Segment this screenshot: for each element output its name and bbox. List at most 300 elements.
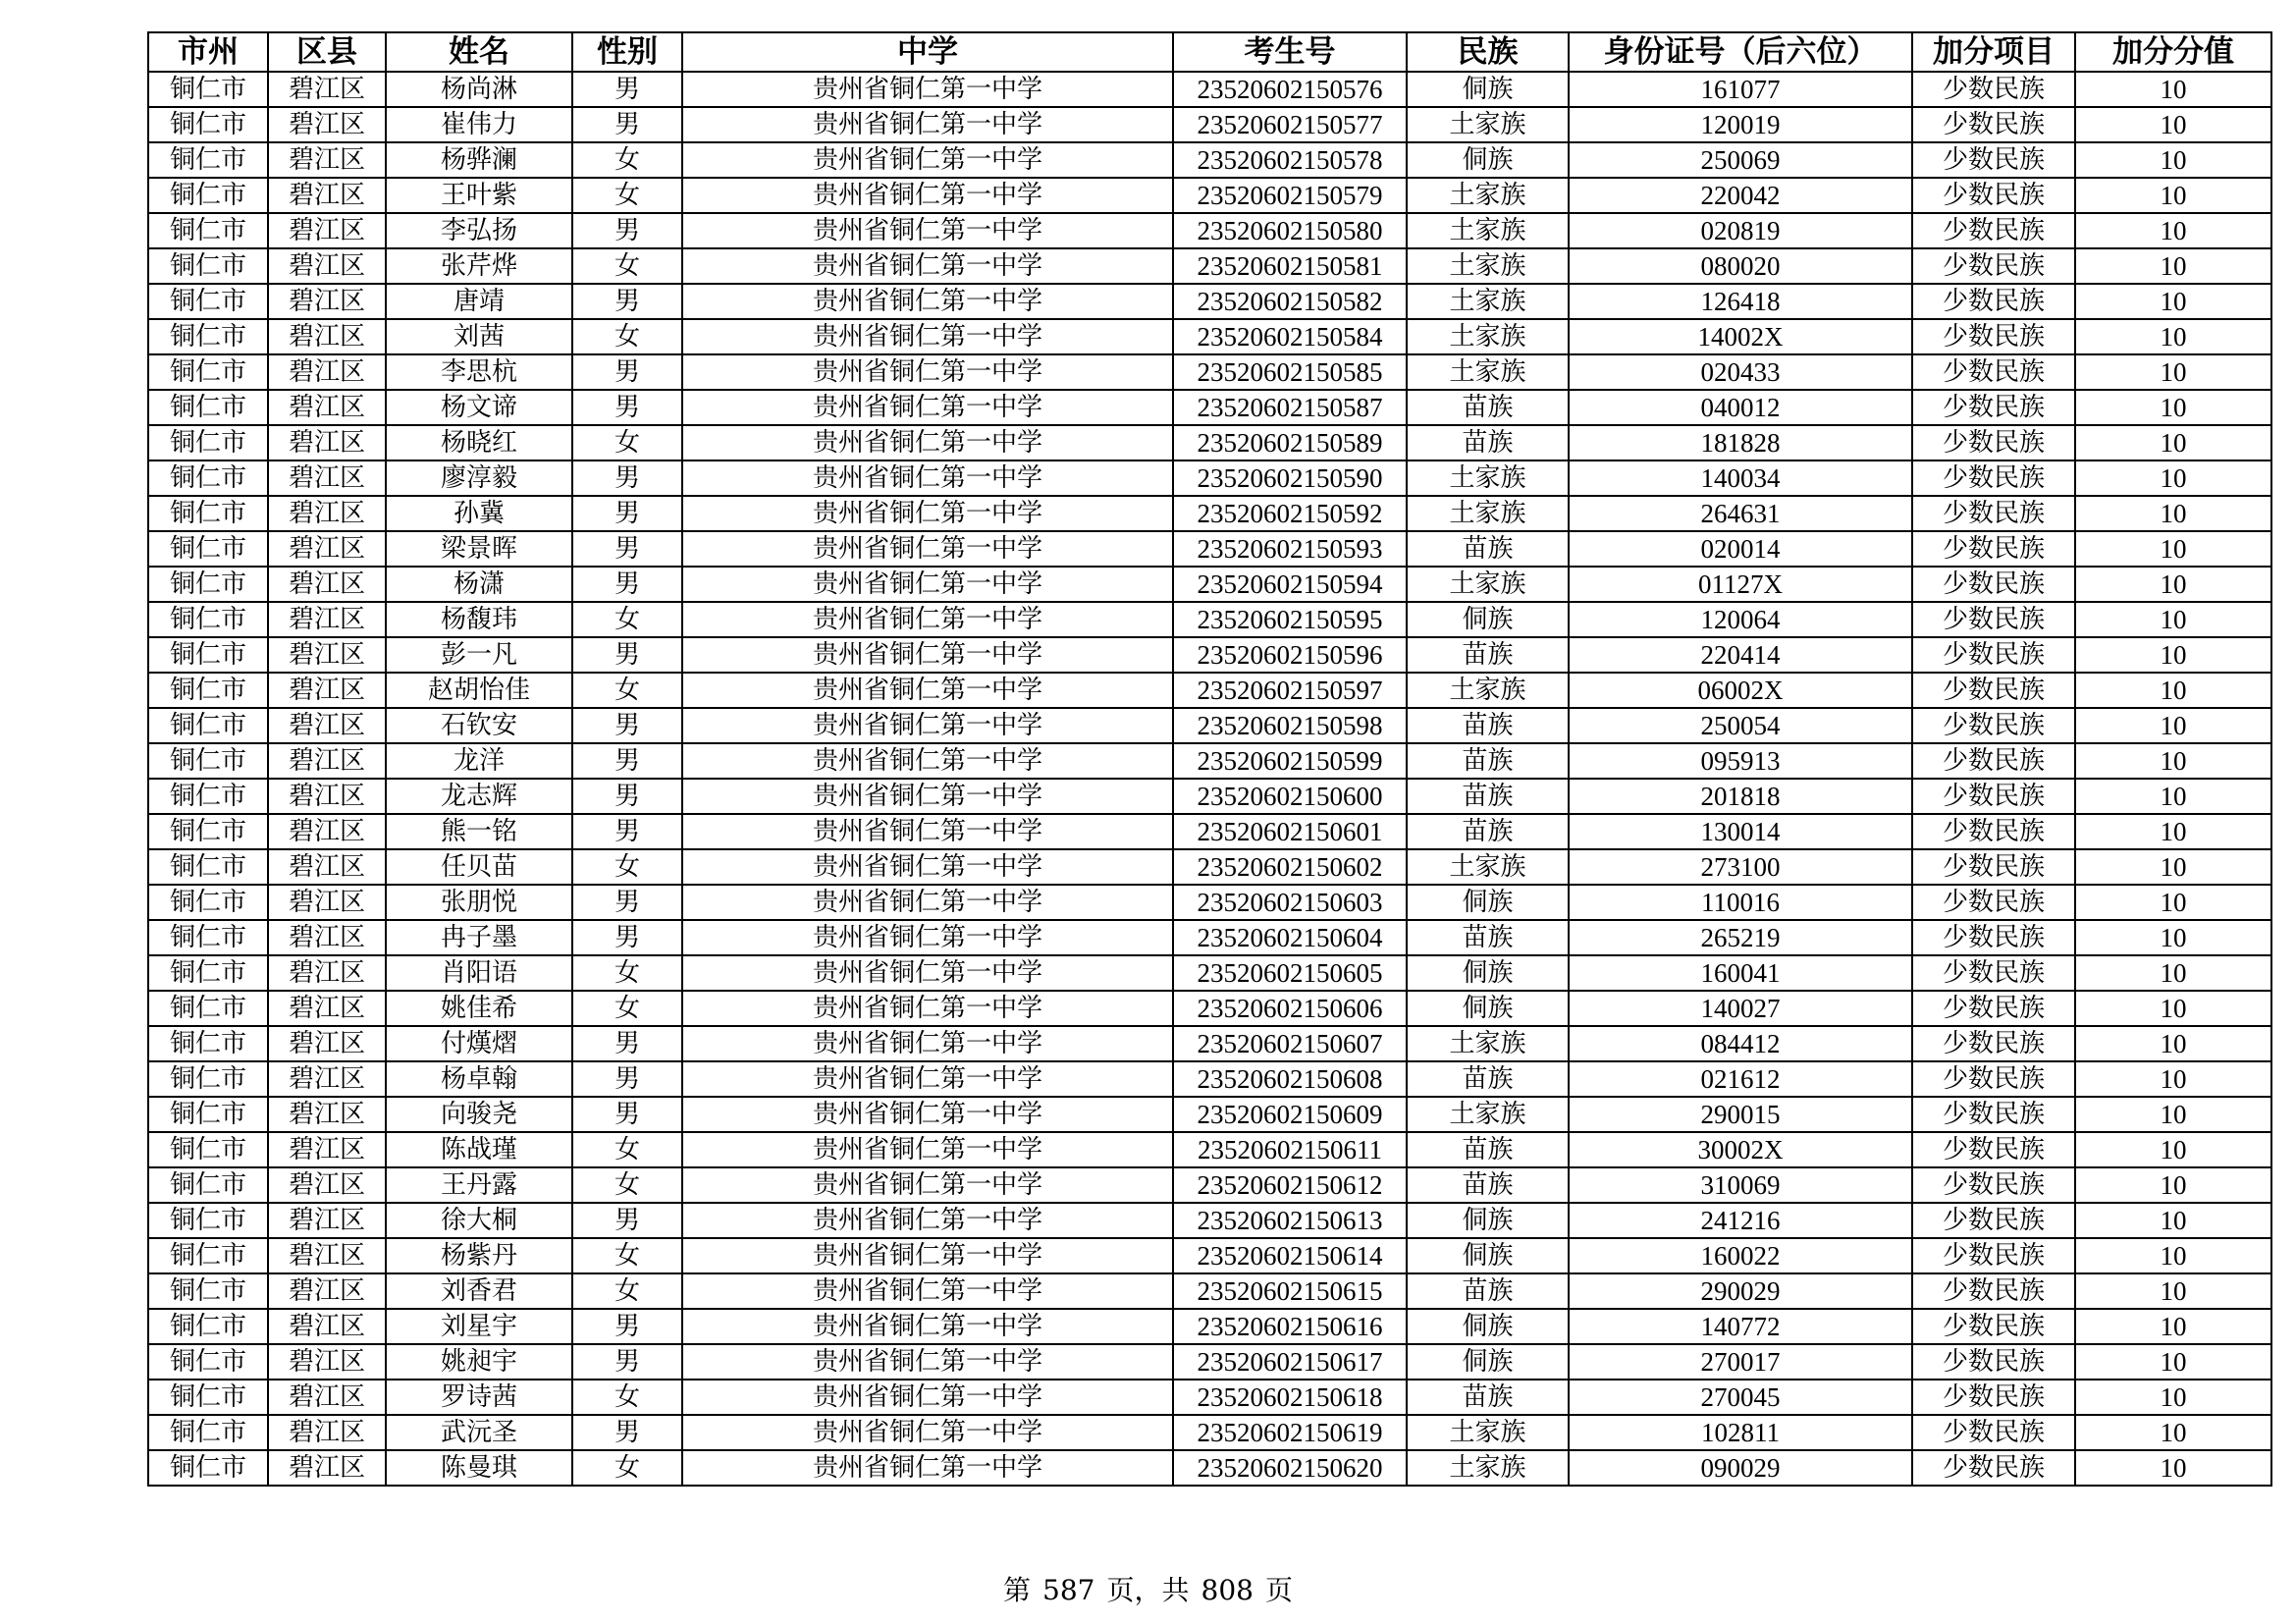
cell-bonus-value: 10	[2075, 354, 2271, 390]
cell-id-last-six: 220414	[1569, 637, 1912, 673]
cell-city: 铜仁市	[148, 390, 268, 425]
cell-name: 熊一铭	[386, 814, 572, 849]
cell-school: 贵州省铜仁第一中学	[682, 1167, 1173, 1203]
cell-gender: 女	[572, 178, 682, 213]
cell-exam-number: 23520602150585	[1173, 354, 1407, 390]
header-exam-number: 考生号	[1173, 32, 1407, 72]
cell-school: 贵州省铜仁第一中学	[682, 602, 1173, 637]
cell-bonus-value: 10	[2075, 1309, 2271, 1344]
table-row	[148, 1132, 2271, 1167]
cell-school: 贵州省铜仁第一中学	[682, 142, 1173, 178]
cell-id-last-six: 090029	[1569, 1450, 1912, 1486]
cell-school: 贵州省铜仁第一中学	[682, 213, 1173, 248]
cell-id-last-six: 06002X	[1569, 673, 1912, 708]
cell-ethnicity: 苗族	[1407, 708, 1569, 743]
cell-id-last-six: 140027	[1569, 991, 1912, 1026]
table-row	[148, 1061, 2271, 1097]
cell-exam-number: 23520602150606	[1173, 991, 1407, 1026]
cell-id-last-six: 201818	[1569, 779, 1912, 814]
cell-gender: 男	[572, 1203, 682, 1238]
cell-city: 铜仁市	[148, 1344, 268, 1380]
footer-suffix: 页	[1264, 1574, 1293, 1606]
cell-city: 铜仁市	[148, 248, 268, 284]
cell-exam-number: 23520602150597	[1173, 673, 1407, 708]
cell-gender: 女	[572, 425, 682, 460]
cell-district: 碧江区	[268, 531, 386, 567]
cell-exam-number: 23520602150612	[1173, 1167, 1407, 1203]
cell-bonus-item: 少数民族	[1912, 779, 2075, 814]
cell-bonus-value: 10	[2075, 72, 2271, 107]
cell-bonus-value: 10	[2075, 1415, 2271, 1450]
cell-city: 铜仁市	[148, 708, 268, 743]
table-row	[148, 1380, 2271, 1415]
footer-prefix: 第	[1003, 1574, 1032, 1606]
header-bonus-value: 加分分值	[2075, 32, 2271, 72]
cell-bonus-item: 少数民族	[1912, 1132, 2075, 1167]
cell-name: 张朋悦	[386, 885, 572, 920]
cell-school: 贵州省铜仁第一中学	[682, 955, 1173, 991]
cell-ethnicity: 土家族	[1407, 673, 1569, 708]
cell-bonus-value: 10	[2075, 390, 2271, 425]
cell-gender: 男	[572, 107, 682, 142]
cell-gender: 女	[572, 1273, 682, 1309]
cell-gender: 男	[572, 1344, 682, 1380]
table-header-row	[148, 32, 2271, 72]
cell-city: 铜仁市	[148, 602, 268, 637]
header-school: 中学	[682, 32, 1173, 72]
cell-bonus-value: 10	[2075, 1380, 2271, 1415]
cell-name: 罗诗茜	[386, 1380, 572, 1415]
table-row	[148, 743, 2271, 779]
header-district: 区县	[268, 32, 386, 72]
cell-district: 碧江区	[268, 1097, 386, 1132]
cell-name: 刘星宇	[386, 1309, 572, 1344]
table-row	[148, 1344, 2271, 1380]
table-row	[148, 779, 2271, 814]
cell-name: 唐靖	[386, 284, 572, 319]
cell-bonus-value: 10	[2075, 1273, 2271, 1309]
cell-bonus-item: 少数民族	[1912, 1061, 2075, 1097]
cell-bonus-item: 少数民族	[1912, 496, 2075, 531]
cell-name: 王丹露	[386, 1167, 572, 1203]
cell-city: 铜仁市	[148, 1097, 268, 1132]
cell-bonus-item: 少数民族	[1912, 920, 2075, 955]
cell-id-last-six: 126418	[1569, 284, 1912, 319]
cell-name: 张芹烨	[386, 248, 572, 284]
cell-city: 铜仁市	[148, 1415, 268, 1450]
cell-ethnicity: 苗族	[1407, 1273, 1569, 1309]
cell-name: 李弘扬	[386, 213, 572, 248]
cell-gender: 男	[572, 72, 682, 107]
cell-district: 碧江区	[268, 319, 386, 354]
cell-school: 贵州省铜仁第一中学	[682, 531, 1173, 567]
cell-name: 孙冀	[386, 496, 572, 531]
cell-gender: 男	[572, 779, 682, 814]
cell-city: 铜仁市	[148, 72, 268, 107]
cell-exam-number: 23520602150600	[1173, 779, 1407, 814]
cell-id-last-six: 161077	[1569, 72, 1912, 107]
cell-bonus-item: 少数民族	[1912, 1380, 2075, 1415]
cell-bonus-item: 少数民族	[1912, 1273, 2075, 1309]
cell-district: 碧江区	[268, 107, 386, 142]
cell-name: 武沅圣	[386, 1415, 572, 1450]
cell-exam-number: 23520602150616	[1173, 1309, 1407, 1344]
cell-gender: 女	[572, 1238, 682, 1273]
cell-district: 碧江区	[268, 1026, 386, 1061]
cell-ethnicity: 苗族	[1407, 1380, 1569, 1415]
cell-gender: 女	[572, 602, 682, 637]
cell-city: 铜仁市	[148, 142, 268, 178]
cell-name: 任贝苗	[386, 849, 572, 885]
footer-page-number: 587	[1042, 1574, 1095, 1606]
cell-ethnicity: 土家族	[1407, 107, 1569, 142]
cell-gender: 男	[572, 637, 682, 673]
cell-ethnicity: 侗族	[1407, 142, 1569, 178]
cell-bonus-item: 少数民族	[1912, 885, 2075, 920]
cell-district: 碧江区	[268, 390, 386, 425]
cell-school: 贵州省铜仁第一中学	[682, 1380, 1173, 1415]
cell-district: 碧江区	[268, 991, 386, 1026]
cell-exam-number: 23520602150578	[1173, 142, 1407, 178]
cell-district: 碧江区	[268, 1344, 386, 1380]
cell-bonus-item: 少数民族	[1912, 849, 2075, 885]
cell-id-last-six: 250054	[1569, 708, 1912, 743]
cell-ethnicity: 土家族	[1407, 1097, 1569, 1132]
cell-school: 贵州省铜仁第一中学	[682, 178, 1173, 213]
table-row	[148, 354, 2271, 390]
cell-district: 碧江区	[268, 1061, 386, 1097]
cell-district: 碧江区	[268, 885, 386, 920]
cell-name: 龙志辉	[386, 779, 572, 814]
cell-ethnicity: 侗族	[1407, 72, 1569, 107]
cell-exam-number: 23520602150594	[1173, 567, 1407, 602]
cell-district: 碧江区	[268, 743, 386, 779]
cell-name: 杨潇	[386, 567, 572, 602]
cell-bonus-item: 少数民族	[1912, 1344, 2075, 1380]
cell-id-last-six: 290029	[1569, 1273, 1912, 1309]
cell-district: 碧江区	[268, 1167, 386, 1203]
table-row	[148, 991, 2271, 1026]
cell-exam-number: 23520602150620	[1173, 1450, 1407, 1486]
cell-id-last-six: 020819	[1569, 213, 1912, 248]
table-row	[148, 1203, 2271, 1238]
cell-exam-number: 23520602150605	[1173, 955, 1407, 991]
cell-id-last-six: 160041	[1569, 955, 1912, 991]
cell-bonus-value: 10	[2075, 496, 2271, 531]
cell-city: 铜仁市	[148, 178, 268, 213]
cell-name: 赵胡怡佳	[386, 673, 572, 708]
cell-bonus-item: 少数民族	[1912, 955, 2075, 991]
cell-name: 付熯熠	[386, 1026, 572, 1061]
table-row	[148, 955, 2271, 991]
cell-ethnicity: 侗族	[1407, 1203, 1569, 1238]
cell-district: 碧江区	[268, 920, 386, 955]
cell-exam-number: 23520602150587	[1173, 390, 1407, 425]
table-row	[148, 213, 2271, 248]
cell-gender: 男	[572, 354, 682, 390]
cell-city: 铜仁市	[148, 637, 268, 673]
cell-bonus-value: 10	[2075, 637, 2271, 673]
cell-gender: 女	[572, 849, 682, 885]
table-row	[148, 673, 2271, 708]
cell-city: 铜仁市	[148, 955, 268, 991]
cell-gender: 男	[572, 1415, 682, 1450]
cell-gender: 女	[572, 991, 682, 1026]
cell-gender: 女	[572, 1132, 682, 1167]
cell-bonus-value: 10	[2075, 1167, 2271, 1203]
cell-bonus-item: 少数民族	[1912, 248, 2075, 284]
cell-bonus-item: 少数民族	[1912, 1026, 2075, 1061]
cell-bonus-item: 少数民族	[1912, 1203, 2075, 1238]
footer-total-pages: 808	[1201, 1574, 1254, 1606]
cell-district: 碧江区	[268, 1132, 386, 1167]
cell-id-last-six: 020014	[1569, 531, 1912, 567]
cell-ethnicity: 苗族	[1407, 531, 1569, 567]
cell-bonus-value: 10	[2075, 248, 2271, 284]
cell-id-last-six: 273100	[1569, 849, 1912, 885]
cell-ethnicity: 苗族	[1407, 814, 1569, 849]
cell-exam-number: 23520602150596	[1173, 637, 1407, 673]
cell-name: 杨晓红	[386, 425, 572, 460]
cell-district: 碧江区	[268, 602, 386, 637]
cell-school: 贵州省铜仁第一中学	[682, 1061, 1173, 1097]
cell-gender: 男	[572, 284, 682, 319]
cell-city: 铜仁市	[148, 1203, 268, 1238]
cell-bonus-value: 10	[2075, 991, 2271, 1026]
cell-gender: 男	[572, 1026, 682, 1061]
cell-exam-number: 23520602150590	[1173, 460, 1407, 496]
cell-id-last-six: 020433	[1569, 354, 1912, 390]
cell-exam-number: 23520602150609	[1173, 1097, 1407, 1132]
cell-bonus-item: 少数民族	[1912, 142, 2075, 178]
table-row	[148, 107, 2271, 142]
cell-school: 贵州省铜仁第一中学	[682, 1344, 1173, 1380]
cell-school: 贵州省铜仁第一中学	[682, 920, 1173, 955]
table-row	[148, 531, 2271, 567]
table-row	[148, 1273, 2271, 1309]
cell-bonus-value: 10	[2075, 107, 2271, 142]
cell-bonus-item: 少数民族	[1912, 637, 2075, 673]
cell-bonus-item: 少数民族	[1912, 602, 2075, 637]
table-row	[148, 1415, 2271, 1450]
cell-district: 碧江区	[268, 779, 386, 814]
cell-bonus-value: 10	[2075, 1450, 2271, 1486]
cell-district: 碧江区	[268, 1415, 386, 1450]
cell-school: 贵州省铜仁第一中学	[682, 1309, 1173, 1344]
cell-gender: 女	[572, 1450, 682, 1486]
cell-gender: 男	[572, 567, 682, 602]
cell-gender: 男	[572, 390, 682, 425]
cell-bonus-value: 10	[2075, 779, 2271, 814]
cell-exam-number: 23520602150584	[1173, 319, 1407, 354]
cell-name: 徐大桐	[386, 1203, 572, 1238]
cell-id-last-six: 130014	[1569, 814, 1912, 849]
cell-city: 铜仁市	[148, 284, 268, 319]
cell-bonus-item: 少数民族	[1912, 814, 2075, 849]
cell-bonus-value: 10	[2075, 885, 2271, 920]
cell-id-last-six: 080020	[1569, 248, 1912, 284]
cell-school: 贵州省铜仁第一中学	[682, 1273, 1173, 1309]
cell-exam-number: 23520602150607	[1173, 1026, 1407, 1061]
cell-name: 姚昶宇	[386, 1344, 572, 1380]
cell-bonus-value: 10	[2075, 425, 2271, 460]
cell-bonus-value: 10	[2075, 1238, 2271, 1273]
cell-exam-number: 23520602150576	[1173, 72, 1407, 107]
cell-district: 碧江区	[268, 1380, 386, 1415]
cell-gender: 女	[572, 955, 682, 991]
cell-gender: 女	[572, 248, 682, 284]
cell-bonus-item: 少数民族	[1912, 107, 2075, 142]
cell-district: 碧江区	[268, 1309, 386, 1344]
cell-id-last-six: 264631	[1569, 496, 1912, 531]
cell-city: 铜仁市	[148, 531, 268, 567]
header-bonus-item: 加分项目	[1912, 32, 2075, 72]
cell-district: 碧江区	[268, 1450, 386, 1486]
cell-school: 贵州省铜仁第一中学	[682, 248, 1173, 284]
cell-bonus-value: 10	[2075, 814, 2271, 849]
cell-bonus-item: 少数民族	[1912, 460, 2075, 496]
cell-school: 贵州省铜仁第一中学	[682, 743, 1173, 779]
cell-city: 铜仁市	[148, 673, 268, 708]
cell-city: 铜仁市	[148, 1026, 268, 1061]
table-row	[148, 708, 2271, 743]
cell-name: 姚佳希	[386, 991, 572, 1026]
header-name: 姓名	[386, 32, 572, 72]
cell-exam-number: 23520602150593	[1173, 531, 1407, 567]
cell-city: 铜仁市	[148, 1309, 268, 1344]
cell-id-last-six: 01127X	[1569, 567, 1912, 602]
cell-name: 杨卓翰	[386, 1061, 572, 1097]
cell-ethnicity: 苗族	[1407, 1061, 1569, 1097]
cell-exam-number: 23520602150611	[1173, 1132, 1407, 1167]
cell-bonus-value: 10	[2075, 743, 2271, 779]
cell-city: 铜仁市	[148, 849, 268, 885]
cell-gender: 女	[572, 673, 682, 708]
cell-district: 碧江区	[268, 814, 386, 849]
cell-name: 刘香君	[386, 1273, 572, 1309]
cell-gender: 男	[572, 1309, 682, 1344]
table-row	[148, 142, 2271, 178]
cell-name: 王叶紫	[386, 178, 572, 213]
table-row	[148, 885, 2271, 920]
cell-city: 铜仁市	[148, 319, 268, 354]
cell-id-last-six: 30002X	[1569, 1132, 1912, 1167]
table-row	[148, 1450, 2271, 1486]
cell-bonus-item: 少数民族	[1912, 991, 2075, 1026]
cell-bonus-value: 10	[2075, 673, 2271, 708]
cell-id-last-six: 290015	[1569, 1097, 1912, 1132]
cell-exam-number: 23520602150604	[1173, 920, 1407, 955]
cell-id-last-six: 084412	[1569, 1026, 1912, 1061]
cell-bonus-value: 10	[2075, 531, 2271, 567]
cell-id-last-six: 120064	[1569, 602, 1912, 637]
cell-ethnicity: 土家族	[1407, 1450, 1569, 1486]
cell-ethnicity: 土家族	[1407, 496, 1569, 531]
table-row	[148, 849, 2271, 885]
cell-name: 石钦安	[386, 708, 572, 743]
cell-bonus-item: 少数民族	[1912, 319, 2075, 354]
table-row	[148, 390, 2271, 425]
cell-bonus-item: 少数民族	[1912, 178, 2075, 213]
cell-ethnicity: 苗族	[1407, 1132, 1569, 1167]
cell-id-last-six: 021612	[1569, 1061, 1912, 1097]
cell-ethnicity: 苗族	[1407, 390, 1569, 425]
cell-district: 碧江区	[268, 955, 386, 991]
cell-bonus-value: 10	[2075, 1026, 2271, 1061]
cell-school: 贵州省铜仁第一中学	[682, 72, 1173, 107]
cell-ethnicity: 侗族	[1407, 1238, 1569, 1273]
cell-school: 贵州省铜仁第一中学	[682, 460, 1173, 496]
cell-bonus-value: 10	[2075, 567, 2271, 602]
cell-school: 贵州省铜仁第一中学	[682, 1450, 1173, 1486]
cell-bonus-value: 10	[2075, 1132, 2271, 1167]
cell-bonus-item: 少数民族	[1912, 1238, 2075, 1273]
cell-school: 贵州省铜仁第一中学	[682, 1203, 1173, 1238]
cell-exam-number: 23520602150592	[1173, 496, 1407, 531]
cell-school: 贵州省铜仁第一中学	[682, 425, 1173, 460]
cell-gender: 男	[572, 1097, 682, 1132]
cell-exam-number: 23520602150614	[1173, 1238, 1407, 1273]
cell-district: 碧江区	[268, 72, 386, 107]
table-row	[148, 319, 2271, 354]
cell-name: 杨尚淋	[386, 72, 572, 107]
cell-school: 贵州省铜仁第一中学	[682, 1026, 1173, 1061]
table-row	[148, 178, 2271, 213]
cell-district: 碧江区	[268, 142, 386, 178]
cell-district: 碧江区	[268, 1203, 386, 1238]
cell-bonus-value: 10	[2075, 319, 2271, 354]
cell-school: 贵州省铜仁第一中学	[682, 637, 1173, 673]
cell-bonus-value: 10	[2075, 178, 2271, 213]
cell-city: 铜仁市	[148, 991, 268, 1026]
cell-exam-number: 23520602150582	[1173, 284, 1407, 319]
cell-gender: 男	[572, 531, 682, 567]
cell-ethnicity: 土家族	[1407, 354, 1569, 390]
cell-id-last-six: 250069	[1569, 142, 1912, 178]
cell-bonus-value: 10	[2075, 1344, 2271, 1380]
table-row	[148, 284, 2271, 319]
cell-ethnicity: 土家族	[1407, 567, 1569, 602]
cell-bonus-value: 10	[2075, 1097, 2271, 1132]
cell-district: 碧江区	[268, 496, 386, 531]
cell-id-last-six: 220042	[1569, 178, 1912, 213]
cell-id-last-six: 102811	[1569, 1415, 1912, 1450]
cell-id-last-six: 040012	[1569, 390, 1912, 425]
cell-district: 碧江区	[268, 1273, 386, 1309]
cell-district: 碧江区	[268, 673, 386, 708]
cell-ethnicity: 侗族	[1407, 602, 1569, 637]
cell-school: 贵州省铜仁第一中学	[682, 319, 1173, 354]
cell-name: 肖阳语	[386, 955, 572, 991]
cell-ethnicity: 侗族	[1407, 1309, 1569, 1344]
cell-ethnicity: 侗族	[1407, 885, 1569, 920]
cell-exam-number: 23520602150615	[1173, 1273, 1407, 1309]
cell-id-last-six: 140772	[1569, 1309, 1912, 1344]
cell-exam-number: 23520602150579	[1173, 178, 1407, 213]
cell-ethnicity: 土家族	[1407, 1026, 1569, 1061]
cell-bonus-item: 少数民族	[1912, 1450, 2075, 1486]
cell-ethnicity: 侗族	[1407, 1344, 1569, 1380]
cell-exam-number: 23520602150580	[1173, 213, 1407, 248]
cell-city: 铜仁市	[148, 779, 268, 814]
cell-bonus-item: 少数民族	[1912, 354, 2075, 390]
cell-bonus-value: 10	[2075, 460, 2271, 496]
cell-exam-number: 23520602150595	[1173, 602, 1407, 637]
table-row	[148, 567, 2271, 602]
cell-school: 贵州省铜仁第一中学	[682, 849, 1173, 885]
cell-ethnicity: 苗族	[1407, 920, 1569, 955]
cell-school: 贵州省铜仁第一中学	[682, 284, 1173, 319]
